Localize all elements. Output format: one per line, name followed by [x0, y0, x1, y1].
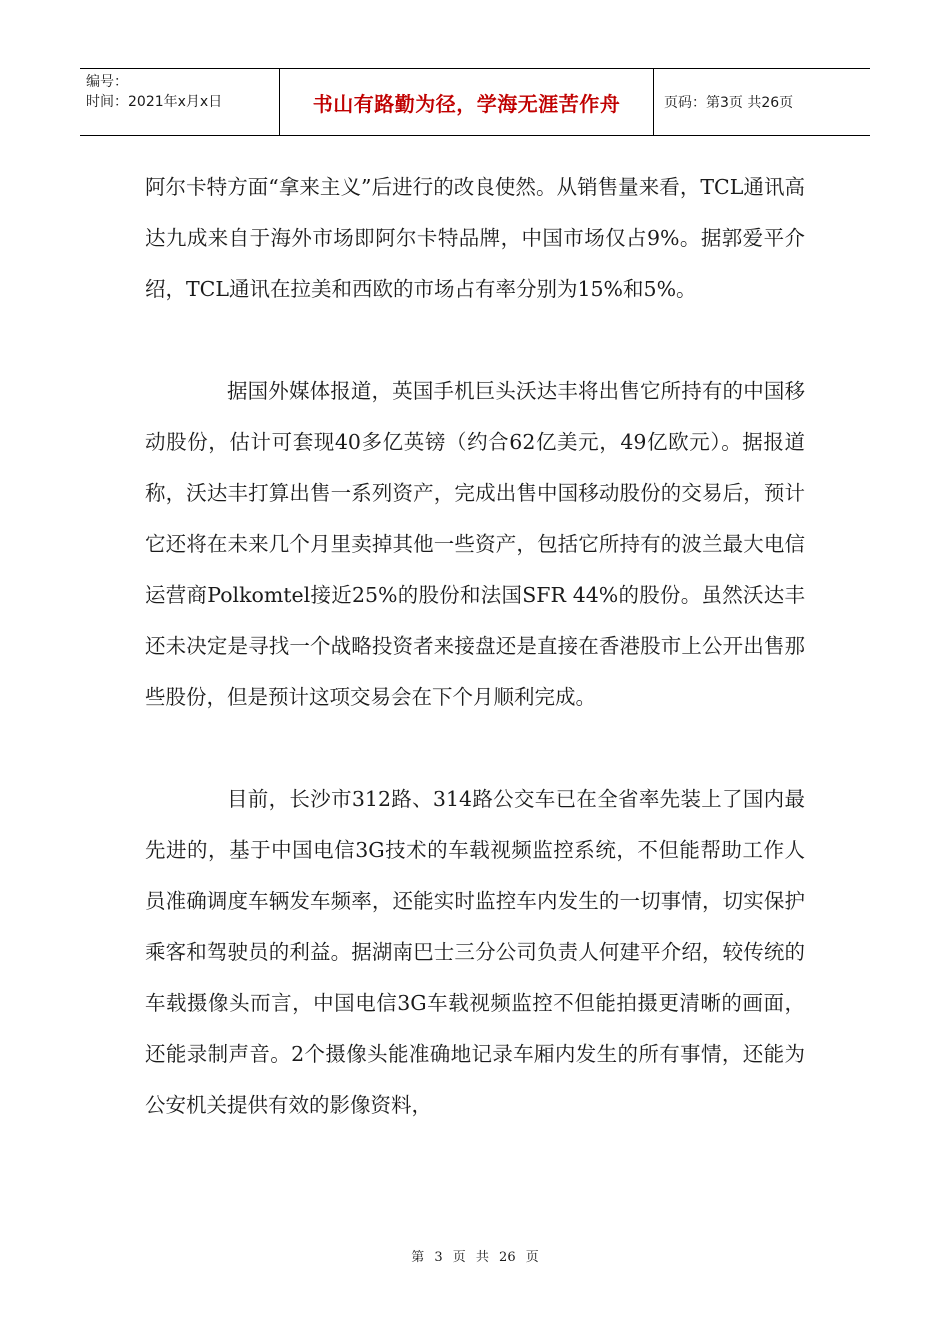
paragraph-spacer: [145, 723, 805, 774]
document-header: [80, 68, 870, 136]
page-footer: 第 3 页 共 26 页: [411, 1250, 539, 1265]
header-page-info: 页码：第3页 共26页: [664, 95, 794, 111]
date-label: 时间：2021年x月x日: [86, 94, 223, 110]
paragraph-1: 阿尔卡特方面“拿来主义”后进行的改良使然。从销售量来看，TCL通讯高达九成来自于海外市场即阿尔卡特品牌，中国市场仅占9%。据郭爱平介绍，TCL通讯在拉美和西欧的市场占有率分别为15%和5%。: [145, 175, 805, 301]
serial-number-label: 编号：: [86, 74, 128, 90]
paragraph-spacer: [145, 315, 805, 366]
document-body: [145, 162, 805, 1131]
paragraph-2: 据国外媒体报道，英国手机巨头沃达丰将出售它所持有的中国移动股份，估计可套现40多亿英镑（约合62亿美元，49亿欧元）。据报道称，沃达丰打算出售一系列资产，完成出售中国移动股份的交易后，预计它还将在未来几个月里卖掉其他一些资产，包括它所持有的波兰最大电信运营商Polkomtel接近25%的股份和法国SFR 44%的股份。虽然沃达丰还未决定是寻找一个战略投资者来接盘还是直接在香港股市上公开出售那些股份，但是预计这项交易会在下个月顺利完成。: [145, 379, 805, 709]
paragraph-3: 目前，长沙市312路、314路公交车已在全省率先装上了国内最先进的，基于中国电信3G技术的车载视频监控系统，不但能帮助工作人员准确调度车辆发车频率，还能实时监控车内发生的一切事情，切实保护乘客和驾驶员的利益。据湖南巴士三分公司负责人何建平介绍，较传统的车载摄像头而言，中国电信3G车载视频监控不但能拍摄更清晰的画面，还能录制声音。2个摄像头能准确地记录车厢内发生的所有事情，还能为公安机关提供有效的影像资料，: [145, 787, 805, 1117]
header-meta-cell: [80, 69, 280, 135]
header-motto: 书山有路勤为径，学海无涯苦作舟: [280, 69, 654, 135]
